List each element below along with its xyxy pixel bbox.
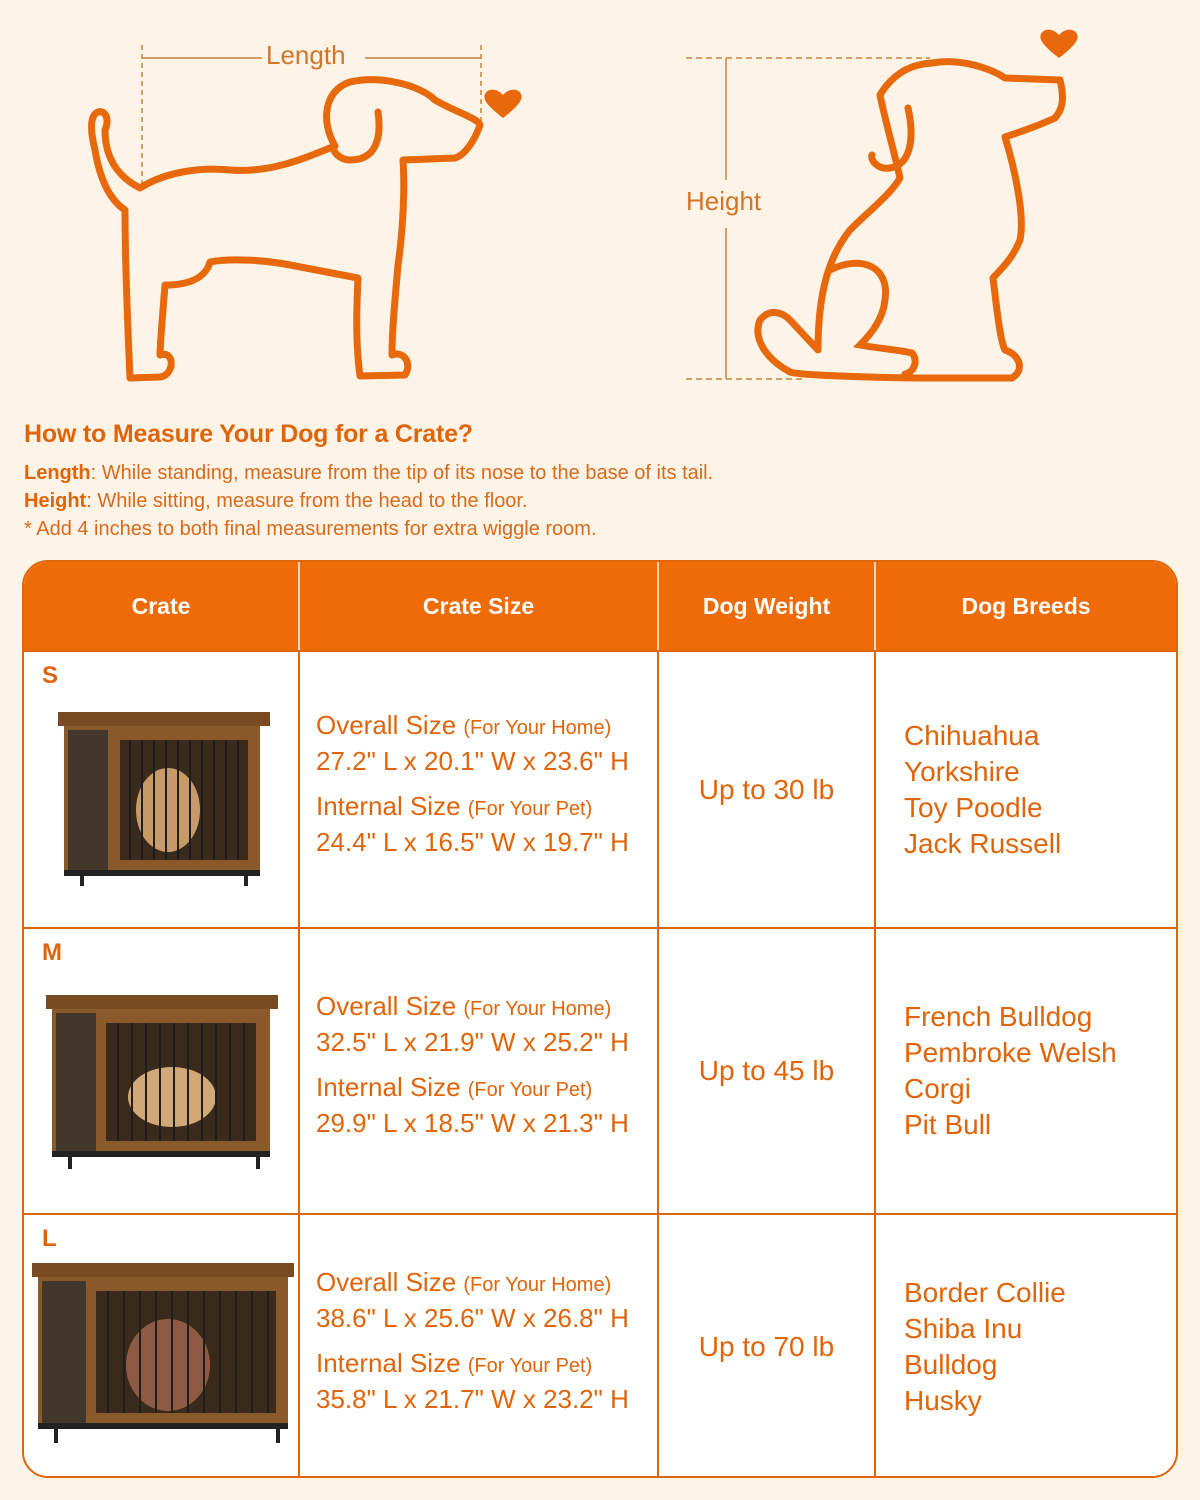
length-description: : While standing, measure from the tip of its nose to the base of its tail.: [90, 462, 714, 484]
header-crate-size: Crate Size: [300, 562, 659, 650]
internal-size-heading: [316, 1347, 629, 1382]
overall-dimensions: 27.2" L x 20.1" W x 23.6" H: [316, 745, 629, 776]
crate-size-cell: [300, 929, 659, 1213]
size-letter: L: [42, 1225, 57, 1252]
internal-size-note: (For Your Pet): [467, 1355, 593, 1377]
breed-item: Toy Poodle: [904, 791, 1043, 823]
breed-item: Chihuahua: [904, 719, 1040, 751]
breed-list: [876, 1275, 1066, 1419]
crate-cell: [24, 1215, 300, 1478]
size-letter: M: [42, 939, 62, 966]
internal-dimensions: 29.9" L x 18.5" W x 21.3" H: [316, 1108, 629, 1138]
height-term: Height: [24, 490, 87, 512]
section-title: How to Measure Your Dog for a Crate?: [24, 420, 473, 448]
size-chart-table: [22, 560, 1178, 1478]
size-letter: S: [42, 662, 59, 689]
table-row-large: [24, 1213, 1176, 1478]
internal-size-note: (For Your Pet): [467, 1079, 593, 1101]
internal-dimensions: 24.4" L x 16.5" W x 19.7" H: [316, 826, 629, 857]
weight-limit: Up to 30 lb: [698, 773, 835, 805]
breed-item: French Bulldog: [904, 1001, 1093, 1032]
crate-image-small: [50, 700, 270, 890]
crate-cell: [24, 929, 300, 1213]
internal-size-label: Internal Size: [316, 1348, 461, 1378]
dog-breeds-cell: [876, 652, 1176, 927]
size-details: [300, 709, 629, 871]
internal-size-heading: [316, 1071, 629, 1106]
overall-size-label: Overall Size: [316, 1267, 457, 1297]
table-row-medium: [24, 927, 1176, 1213]
overall-size-heading: [316, 990, 629, 1025]
overall-size-heading: [316, 709, 629, 744]
size-details: [300, 1266, 629, 1428]
length-instruction: [24, 459, 1174, 487]
breed-item: Pit Bull: [904, 1109, 992, 1140]
length-measure-label: Length: [262, 40, 350, 71]
overall-size-label: Overall Size: [316, 709, 457, 740]
measure-instructions: [24, 420, 1174, 543]
breed-item: Border Collie: [904, 1277, 1066, 1308]
length-term: Length: [24, 462, 91, 484]
dog-breeds-cell: [876, 1215, 1176, 1478]
crate-size-cell: [300, 652, 659, 927]
height-description: : While sitting, measure from the head to the floor.: [86, 490, 528, 512]
breed-item: Shiba Inu: [904, 1313, 1023, 1344]
overall-size-note: (For Your Home): [463, 998, 612, 1020]
breed-list: [876, 999, 1117, 1143]
overall-size-heading: [316, 1266, 629, 1301]
internal-dimensions: 35.8" L x 21.7" W x 23.2" H: [316, 1384, 629, 1414]
crate-cell: [24, 652, 300, 927]
internal-size-label: Internal Size: [316, 1072, 461, 1102]
dog-weight-cell: [659, 652, 876, 927]
overall-size-note: (For Your Home): [463, 716, 612, 739]
breed-item: Pembroke Welsh: [904, 1037, 1117, 1068]
header-dog-breeds: Dog Breeds: [961, 592, 1091, 619]
overall-dimensions: 32.5" L x 21.9" W x 25.2" H: [316, 1027, 629, 1057]
dog-weight-cell: [659, 1215, 876, 1478]
height-instruction: [24, 487, 1174, 515]
header-crate: Crate: [24, 562, 300, 650]
crate-size-cell: [300, 1215, 659, 1478]
size-details: [300, 990, 629, 1152]
overall-size-note: (For Your Home): [463, 1274, 612, 1296]
wiggle-room-note: * Add 4 inches to both final measurements for extra wiggle room.: [24, 518, 597, 540]
breed-item: Corgi: [904, 1073, 971, 1104]
breed-item: Husky: [904, 1385, 982, 1416]
internal-size-heading: [316, 790, 629, 825]
standing-dog-icon: [80, 30, 540, 390]
breed-item: Yorkshire: [904, 755, 1020, 787]
internal-size-note: (For Your Pet): [467, 797, 593, 820]
dog-weight-cell: [659, 929, 876, 1213]
dog-breeds-cell: [876, 929, 1176, 1213]
height-measure-label: Height: [682, 186, 765, 217]
crate-image-medium: [42, 977, 282, 1177]
breed-item: Bulldog: [904, 1349, 998, 1380]
internal-size-label: Internal Size: [316, 790, 461, 821]
weight-limit: Up to 45 lb: [698, 1055, 835, 1086]
table-row-small: [24, 650, 1176, 927]
weight-limit: Up to 70 lb: [698, 1331, 835, 1362]
crate-image-large: [28, 1255, 298, 1455]
breed-list: [876, 718, 1061, 862]
overall-dimensions: 38.6" L x 25.6" W x 26.8" H: [316, 1303, 629, 1333]
header-dog-weight: Dog Weight: [659, 562, 876, 650]
breed-item: Jack Russell: [904, 827, 1062, 859]
table-header: [24, 562, 1176, 650]
overall-size-label: Overall Size: [316, 991, 457, 1021]
